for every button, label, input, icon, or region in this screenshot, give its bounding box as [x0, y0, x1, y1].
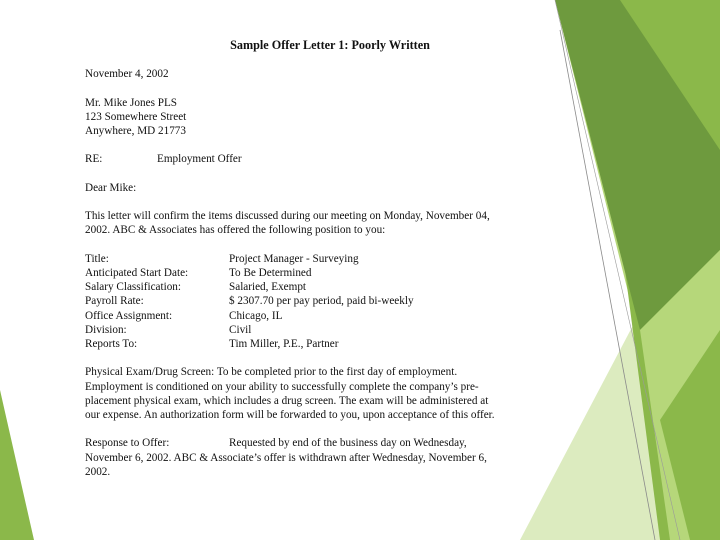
letter-title: Sample Offer Letter 1: Poorly Written — [230, 38, 430, 52]
subject-line — [85, 152, 545, 166]
detail-row — [85, 337, 545, 351]
response-line: November 6, 2002. ABC & Associate’s offer is withdrawn after Wednesday, November 6, — [85, 451, 487, 464]
recipient-street: 123 Somewhere Street — [85, 110, 187, 123]
detail-label: Salary Classification: — [85, 281, 182, 294]
detail-label: Payroll Rate: — [85, 295, 144, 308]
detail-value: Tim Miller, P.E., Partner — [229, 337, 339, 350]
exam-paragraph — [85, 365, 545, 422]
recipient-address — [85, 96, 545, 139]
exam-line: placement physical exam, which includes a drug screen. The exam will be administered at — [85, 394, 489, 407]
detail-row — [85, 266, 545, 280]
exam-line: Employment is conditioned on your ability to successfully complete the company’s pre- — [85, 380, 479, 393]
response-text: Requested by end of the business day on Wednesday, — [229, 437, 467, 450]
detail-value: To Be Determined — [229, 266, 312, 279]
salutation: Dear Mike: — [85, 181, 137, 194]
exam-line: Physical Exam/Drug Screen: To be completed prior to the first day of employment. — [85, 366, 458, 379]
exam-line: our expense. An authorization form will be forwarded to you, upon acceptance of this offer. — [85, 408, 495, 421]
detail-label: Office Assignment: — [85, 309, 173, 322]
intro-line: 2002. ABC & Associates has offered the following position to you: — [85, 224, 386, 237]
detail-row — [85, 280, 545, 294]
detail-row — [85, 294, 545, 308]
response-line: 2002. — [85, 465, 111, 478]
offer-letter — [85, 38, 545, 493]
detail-label: Title: — [85, 252, 109, 265]
detail-value: Salaried, Exempt — [229, 281, 307, 294]
response-label: Response to Offer: — [85, 437, 170, 450]
detail-row — [85, 323, 545, 337]
response-line — [85, 436, 545, 450]
detail-value: Project Manager - Surveying — [229, 252, 359, 265]
decor-corner-left — [0, 390, 34, 540]
detail-label: Reports To: — [85, 337, 138, 350]
recipient-name: Mr. Mike Jones PLS — [85, 96, 177, 109]
detail-label: Division: — [85, 323, 127, 336]
subject-label: RE: — [85, 153, 103, 166]
detail-value: $ 2307.70 per pay period, paid bi-weekly — [229, 295, 414, 308]
detail-label: Anticipated Start Date: — [85, 266, 189, 279]
detail-row — [85, 252, 545, 266]
detail-row — [85, 309, 545, 323]
recipient-city: Anywhere, MD 21773 — [85, 125, 186, 137]
intro-line: This letter will confirm the items discussed during our meeting on Monday, November 04, — [85, 210, 490, 223]
intro-paragraph — [85, 209, 545, 237]
detail-value: Civil — [229, 323, 252, 336]
subject-value: Employment Offer — [157, 153, 242, 166]
detail-value: Chicago, IL — [229, 309, 283, 322]
response-paragraph — [85, 436, 545, 479]
position-details — [85, 252, 545, 351]
letter-date: November 4, 2002 — [85, 68, 169, 81]
